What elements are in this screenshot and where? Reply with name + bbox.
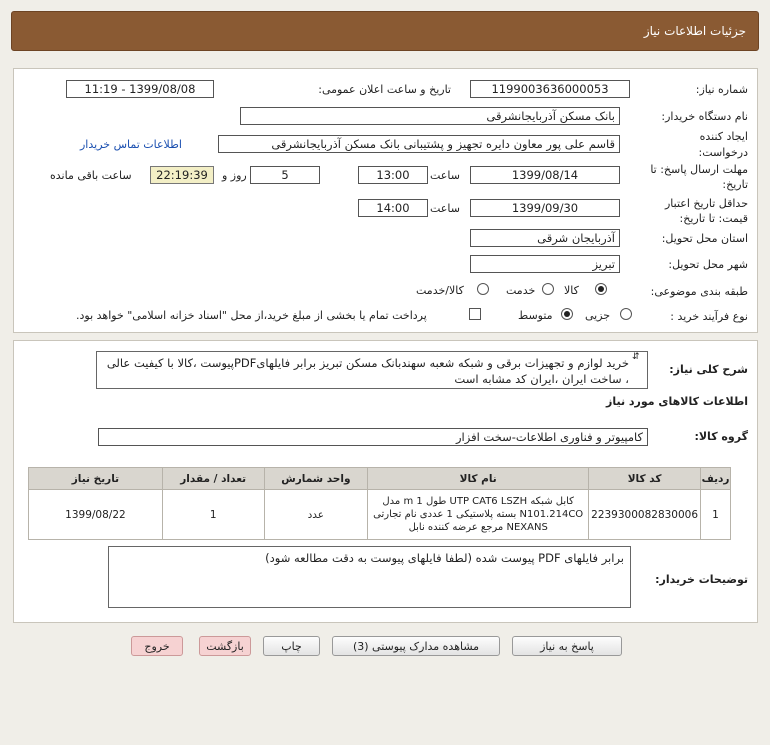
need-number-label: شماره نیاز: — [695, 83, 748, 96]
page-title: جزئیات اطلاعات نیاز — [643, 24, 746, 38]
city-label: شهر محل تحویل: — [668, 258, 748, 271]
deadline-date-field: 1399/08/14 — [470, 166, 620, 184]
deadline-label: مهلت ارسال پاسخ: تا تاریخ: — [650, 163, 748, 191]
summary-label: شرح کلی نیاز: — [669, 363, 748, 376]
validity-time-field: 14:00 — [358, 199, 428, 217]
province-field: آذربایجان شرقی — [470, 229, 620, 247]
purchase-radio-minor[interactable] — [620, 308, 632, 320]
category-radio-goods-service[interactable] — [477, 283, 489, 295]
goods-group-label: گروه کالا: — [694, 430, 748, 443]
col-name: نام کالا — [368, 468, 589, 490]
col-unit: واحد شمارش — [264, 468, 368, 490]
category-option-service: خدمت — [506, 284, 536, 297]
buyer-org-label: نام دستگاه خریدار: — [661, 110, 748, 123]
cell-row: 1 — [701, 490, 731, 540]
resize-arrows-icon: ⇵ — [632, 352, 640, 362]
col-date: تاریخ نیاز — [29, 468, 163, 490]
category-option-goods: کالا — [564, 284, 579, 297]
treasury-note: پرداخت تمام یا بخشی از مبلغ خرید،از محل "اسناد خزانه اسلامی" خواهد بود. — [76, 309, 427, 322]
treasury-checkbox[interactable] — [469, 308, 481, 320]
validity-date-field: 1399/09/30 — [470, 199, 620, 217]
cell-name: کابل شبکه UTP CAT6 LSZH طول 1 m مدل N101.214CO بسته پلاستیکی 1 عددی نام تجارتی NEXANS مرجع عرضه کننده نابل — [368, 490, 589, 540]
table-row — [29, 490, 731, 540]
announce-field: 1399/08/08 - 11:19 — [66, 80, 214, 98]
creator-label: ایجاد کننده درخواست: — [698, 130, 748, 159]
category-radio-service[interactable] — [542, 283, 554, 295]
col-row: ردیف — [701, 468, 731, 490]
days-label: روز و — [222, 169, 247, 182]
buyer-org-field: بانک مسکن آذربایجانشرقی — [240, 107, 620, 125]
view-attachments-button[interactable]: مشاهده مدارک پیوستی (3) — [332, 636, 500, 656]
announce-label: تاریخ و ساعت اعلان عمومی: — [318, 83, 451, 96]
creator-field: قاسم علی پور معاون دایره تجهیز و پشتیبانی بانک مسکن آذربایجانشرقی — [218, 135, 620, 153]
page-header — [11, 11, 759, 51]
col-qty: تعداد / مقدار — [162, 468, 264, 490]
goods-table — [28, 467, 731, 540]
cell-code: 2239300082830006 — [589, 490, 701, 540]
print-button[interactable]: چاپ — [263, 636, 320, 656]
purchase-option-medium: متوسط — [518, 309, 553, 322]
category-option-goods-service: کالا/خدمت — [416, 284, 464, 297]
deadline-time-field: 13:00 — [358, 166, 428, 184]
col-code: کد کالا — [589, 468, 701, 490]
validity-label: حداقل تاریخ اعتبار قیمت: تا تاریخ: — [664, 197, 748, 225]
reply-button[interactable]: پاسخ به نیاز — [512, 636, 622, 656]
buyer-notes-label: توضیحات خریدار: — [655, 573, 748, 586]
goods-info-title: اطلاعات کالاهای مورد نیاز — [606, 395, 748, 408]
purchase-option-minor: جزیی — [585, 309, 611, 322]
remaining-label: ساعت باقی مانده — [50, 169, 132, 182]
summary-textarea[interactable]: خرید لوازم و تجهیزات برقی و شبکه شعبه سهندبانک مسکن تبریز برابر فایلهایPDFپیوست ،کالا با کیفیت عالی ، ساخت ایران ،ایران کد مشابه است — [96, 351, 648, 389]
remaining-time-field: 22:19:39 — [150, 166, 214, 184]
category-radio-goods[interactable] — [595, 283, 607, 295]
purchase-radio-medium[interactable] — [561, 308, 573, 320]
days-remaining-field: 5 — [250, 166, 320, 184]
category-label: طبقه بندی موضوعی: — [650, 285, 748, 298]
back-button[interactable]: بازگشت — [199, 636, 251, 656]
cell-qty: 1 — [162, 490, 264, 540]
exit-button[interactable]: خروج — [131, 636, 183, 656]
cell-date: 1399/08/22 — [29, 490, 163, 540]
need-number-field: 1199003636000053 — [470, 80, 630, 98]
province-label: استان محل تحویل: — [661, 232, 748, 245]
contact-info-link[interactable]: اطلاعات تماس خریدار — [80, 138, 182, 151]
cell-unit: عدد — [264, 490, 368, 540]
goods-group-field: کامپیوتر و فناوری اطلاعات-سخت افزار — [98, 428, 648, 446]
deadline-time-label: ساعت — [430, 169, 460, 182]
purchase-type-label: نوع فرآیند خرید : — [670, 310, 748, 323]
city-field: تبریز — [470, 255, 620, 273]
buyer-notes-box: برابر فایلهای PDF پیوست شده (لطفا فایلهای پیوست به دقت مطالعه شود) — [108, 546, 631, 608]
validity-time-label: ساعت — [430, 202, 460, 215]
